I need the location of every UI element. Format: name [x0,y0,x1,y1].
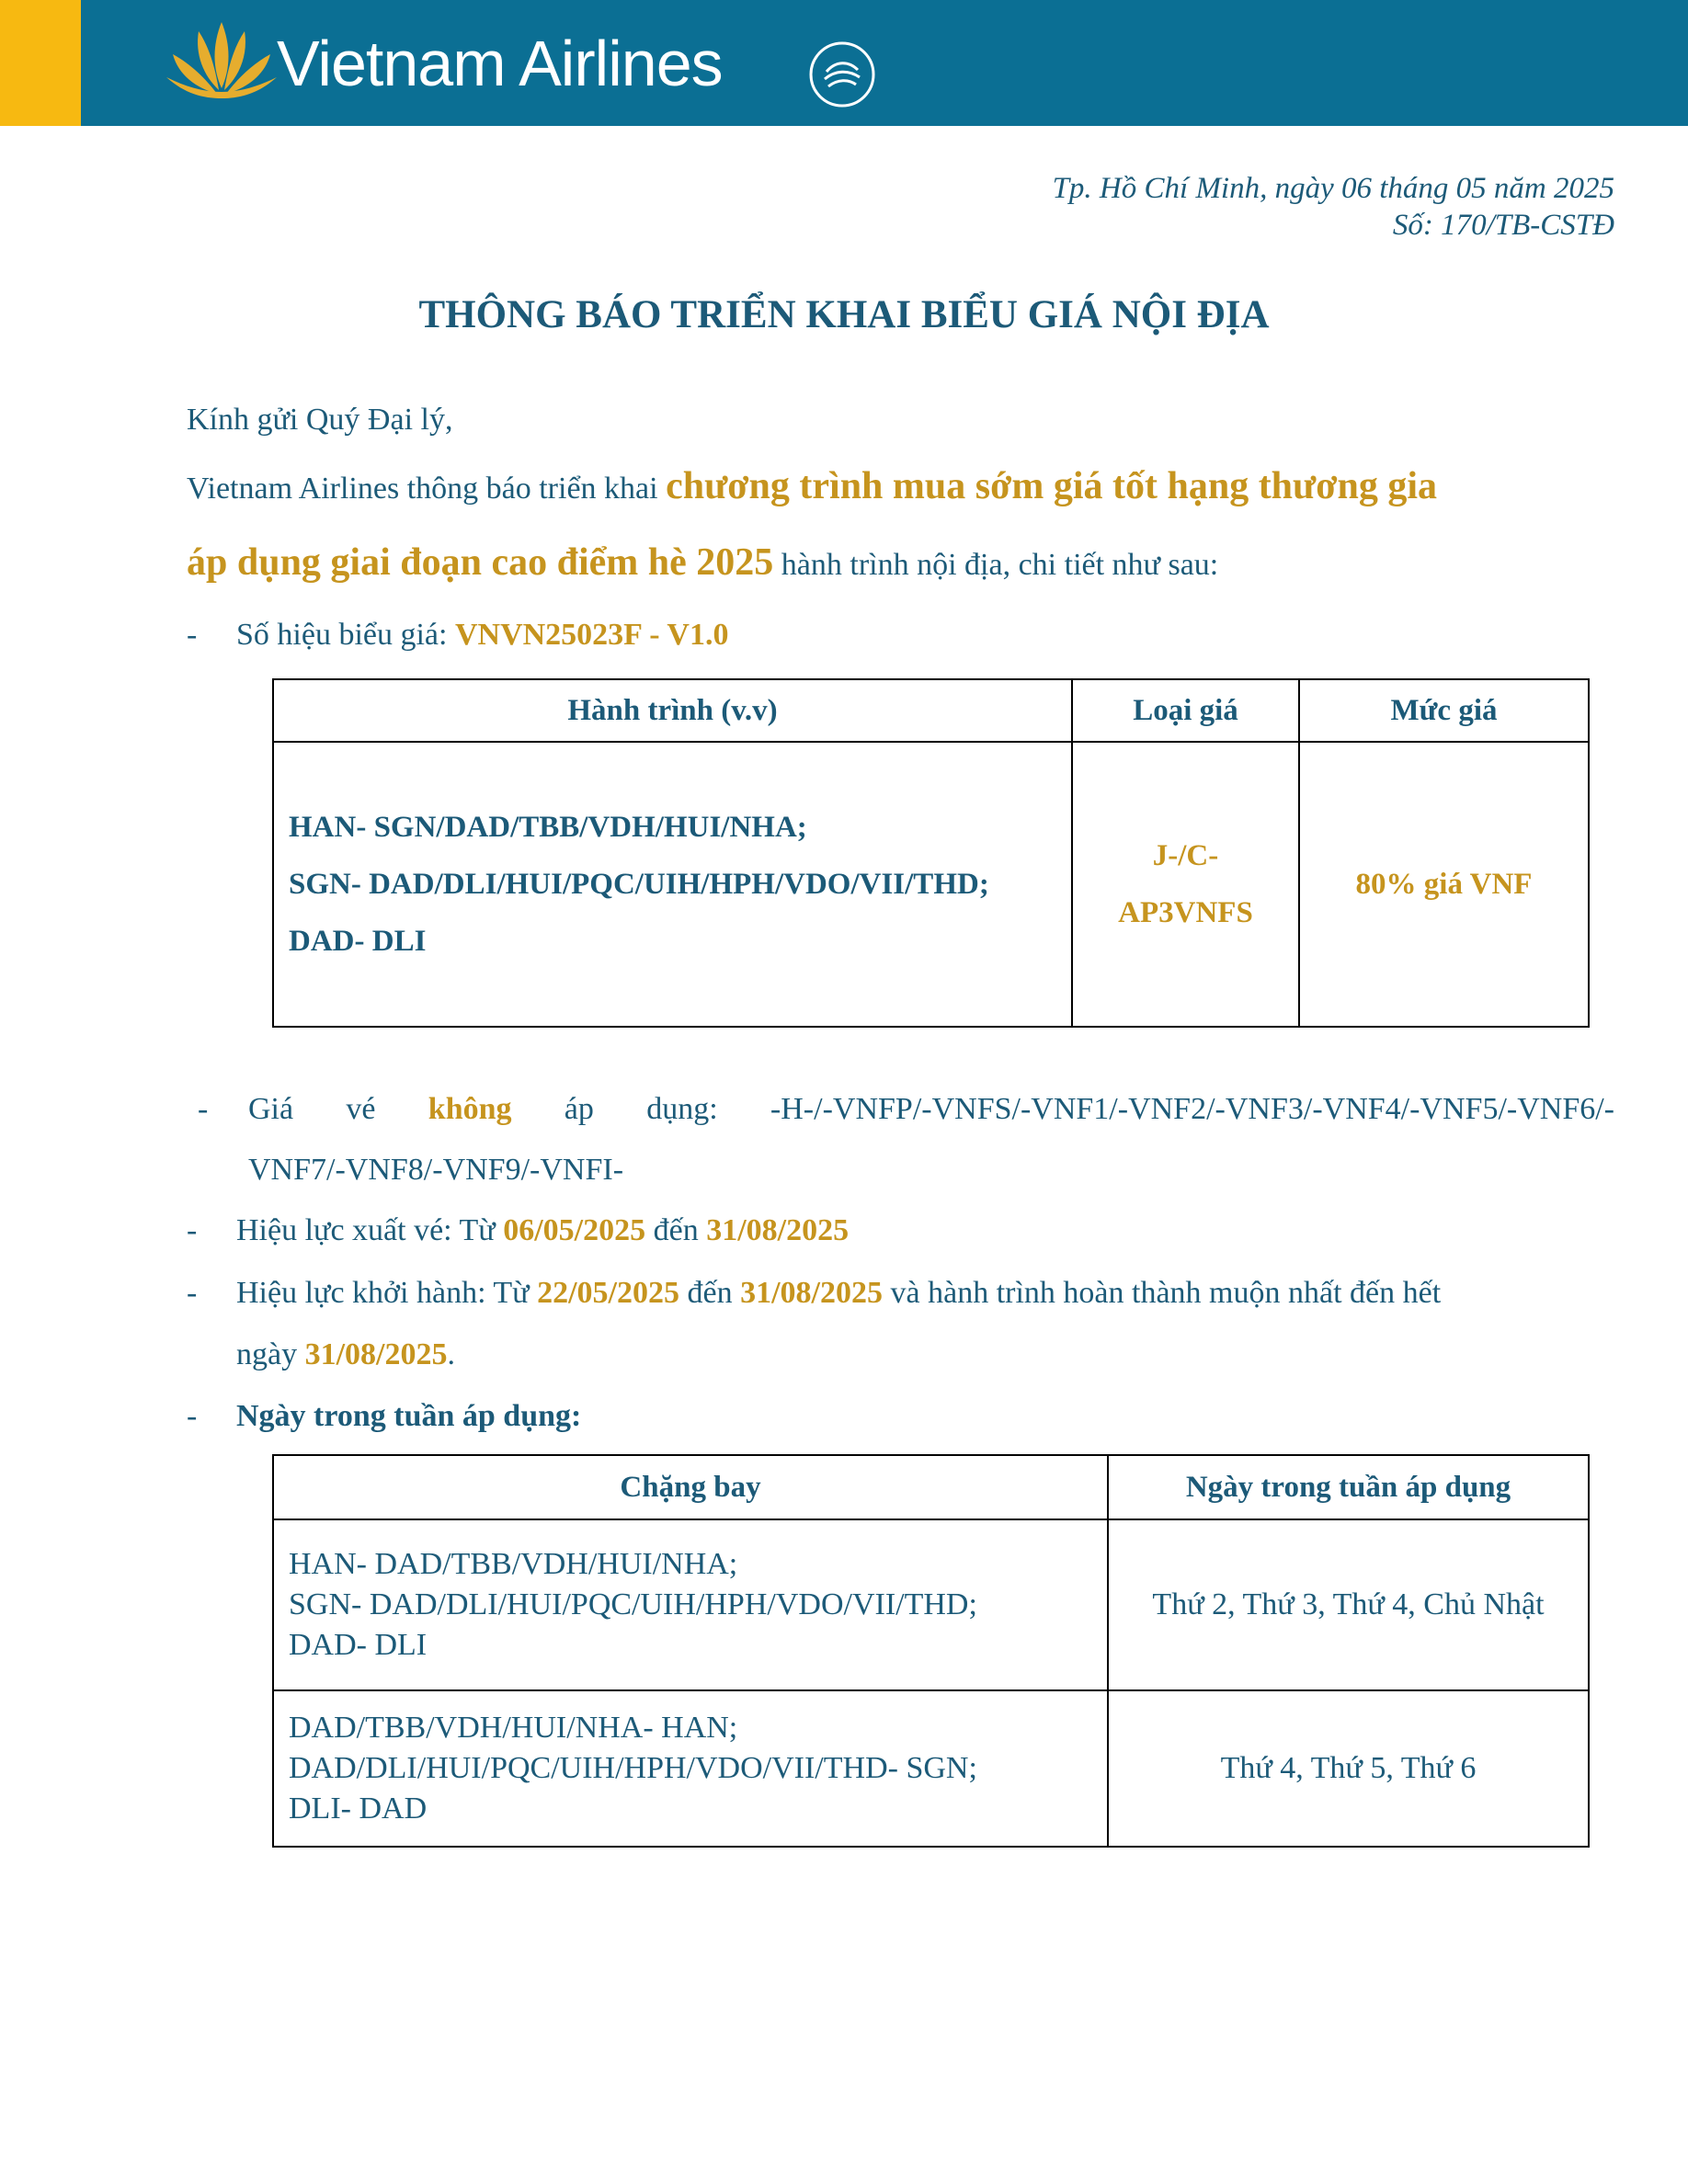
brand-name: Vietnam Airlines [277,28,723,99]
fare-type-line: J-/C- [1152,839,1219,872]
bullet-dash: - [187,1213,198,1247]
departure-validity [236,1276,1441,1311]
ticketing-prefix: Hiệu lực xuất vé: Từ [236,1213,504,1247]
route-line: DAD- DLI [289,925,427,958]
bullet-dash: - [187,1276,198,1310]
not-applicable-line-2: VNF7/-VNF8/-VNF9/-VNFI- [248,1153,624,1187]
place-date: Tp. Hồ Chí Minh, ngày 06 tháng 05 năm 2025 [1052,172,1614,205]
document-meta [1053,170,1614,244]
price-cell: 80% giá VNF [1299,742,1589,1027]
header-fare-type: Loại giá [1072,679,1299,742]
fare-type-cell [1072,742,1299,1027]
intro-suffix: hành trình nội địa, chi tiết như sau: [773,548,1219,582]
departure-line2-date: 31/08/2025 [304,1337,448,1371]
intro-prefix: Vietnam Airlines thông báo triển khai [187,472,667,506]
table-row [273,742,1589,1027]
route-line: SGN- DAD/DLI/HUI/PQC/UIH/HPH/VDO/VII/THD; [289,868,989,901]
ticketing-mid: đến [645,1213,707,1247]
intro-highlight-1: chương trình mua sớm giá tốt hạng thương gia [666,465,1438,507]
segment-line: SGN- DAD/DLI/HUI/PQC/UIH/HPH/VDO/VII/THD; [289,1587,977,1621]
not-applicable-prefix: Giá vé [248,1092,428,1126]
departure-line2-prefix: ngày [236,1337,305,1371]
table-header-row [273,679,1589,742]
ticketing-to: 31/08/2025 [706,1213,850,1247]
table-row [273,1519,1589,1690]
segment-cell [273,1690,1108,1847]
header-price: Mức giá [1299,679,1589,742]
lotus-icon [162,13,281,114]
skyteam-icon [801,33,884,116]
segment-line: DAD- DLI [289,1628,428,1662]
departure-prefix: Hiệu lực khởi hành: Từ [236,1276,538,1310]
header-weekdays: Ngày trong tuần áp dụng [1108,1455,1589,1519]
departure-line2-suffix: . [447,1337,455,1371]
bullet-dash: - [187,618,198,652]
fare-code [236,618,728,653]
header-segment: Chặng bay [273,1455,1108,1519]
fare-type-line: AP3VNFS [1118,896,1253,929]
segment-line: DLI- DAD [289,1792,428,1826]
departure-suffix: và hành trình hoàn thành muộn nhất đến hết [883,1276,1442,1310]
fare-table [272,678,1590,1028]
fare-code-value: VNVN25023F - V1.0 [454,618,729,652]
weekdays-cell: Thứ 2, Thứ 3, Thứ 4, Chủ Nhật [1108,1519,1589,1690]
vietnam-airlines-logo [162,13,888,114]
table-header-row [273,1455,1589,1519]
departure-from: 22/05/2025 [537,1276,680,1310]
bullet-dash: - [198,1092,209,1126]
weekdays-label: Ngày trong tuần áp dụng: [236,1399,582,1433]
segment-line: DAD/DLI/HUI/PQC/UIH/HPH/VDO/VII/THD- SGN; [289,1751,977,1785]
intro-line-1 [187,464,1437,508]
not-applicable-highlight: không [428,1092,512,1126]
table-row [273,1690,1589,1847]
not-applicable-codes: áp dụng: -H-/-VNFP/-VNFS/-VNF1/-VNF2/-VNF3/-VNF4/-VNF5/-VNF6/- [511,1092,1615,1126]
segment-line: HAN- DAD/TBB/VDH/HUI/NHA; [289,1547,738,1581]
greeting: Kính gửi Quý Đại lý, [187,403,453,437]
intro-line-2 [187,540,1218,585]
weekdays-cell: Thứ 4, Thứ 5, Thứ 6 [1108,1690,1589,1847]
accent-stripe [0,0,81,126]
segment-line: DAD/TBB/VDH/HUI/NHA- HAN; [289,1711,738,1745]
document-title: THÔNG BÁO TRIỂN KHAI BIỂU GIÁ NỘI ĐỊA [418,293,1270,336]
header-band [0,0,1688,126]
document-number: Số: 170/TB-CSTĐ [1392,209,1614,242]
fare-code-label: Số hiệu biểu giá: [236,618,455,652]
departure-validity-line-2 [236,1337,455,1372]
ticketing-from: 06/05/2025 [503,1213,646,1247]
intro-highlight-2: áp dụng giai đoạn cao điểm hè 2025 [187,541,774,584]
route-line: HAN- SGN/DAD/TBB/VDH/HUI/NHA; [289,811,807,844]
segment-cell [273,1519,1108,1690]
bullet-dash: - [187,1399,198,1433]
departure-mid: đến [679,1276,741,1310]
ticketing-validity [236,1213,849,1248]
header-route: Hành trình (v.v) [273,679,1072,742]
departure-to: 31/08/2025 [740,1276,884,1310]
not-applicable-line-1 [248,1092,1614,1127]
weekday-table [272,1454,1590,1848]
route-cell [273,742,1072,1027]
